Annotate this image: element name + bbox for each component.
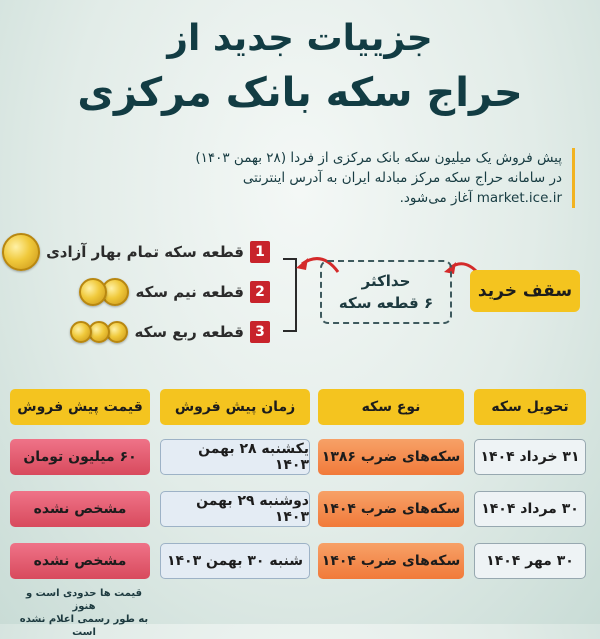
table-cell-presale-price: ۶۰ میلیون تومان	[10, 439, 150, 475]
table-cell-coin-type: سکه‌های ضرب ۱۴۰۴	[318, 491, 464, 527]
coin-label: قطعه ربع سکه	[134, 323, 244, 341]
intro-line-2: در سامانه حراج سکه مرکز مبادله ایران به آدرس اینترنتی	[242, 170, 562, 186]
max-quantity-line-2: ۶ قطعه سکه	[338, 294, 434, 312]
table-cell-delivery: ۳۰ مرداد ۱۴۰۴	[474, 491, 586, 527]
title-line-2: حراج سکه بانک مرکزی	[77, 70, 523, 116]
footnote	[14, 587, 154, 639]
header-coin-type: نوع سکه	[318, 389, 464, 425]
intro-line-3: market.ice.ir آغاز می‌شود.	[399, 190, 562, 206]
coin-number-badge: 1	[250, 241, 270, 263]
half-coin-icon	[79, 278, 129, 306]
intro-line-1: پیش فروش یک میلیون سکه بانک مرکزی از فردا (۲۸ بهمن ۱۴۰۳)	[195, 150, 562, 166]
coin-label: قطعه نیم سکه	[135, 283, 244, 301]
table-cell-delivery: ۳۰ مهر ۱۴۰۴	[474, 543, 586, 579]
max-quantity-line-1: حداکثر	[361, 272, 411, 290]
coin-label: قطعه سکه تمام بهار آزادی	[46, 243, 244, 261]
coin-item-quarter	[70, 315, 270, 349]
header-delivery: تحویل سکه	[474, 389, 586, 425]
table-cell-coin-type: سکه‌های ضرب ۱۴۰۴	[318, 543, 464, 579]
title-line-1: جزییات جدید از	[167, 18, 433, 59]
quarter-coin-icon	[70, 321, 128, 343]
intro-paragraph	[70, 148, 575, 208]
coin-item-full	[2, 235, 270, 269]
table-cell-presale-price: مشخص نشده	[10, 543, 150, 579]
footnote-line-2: به طور رسمی اعلام نشده است	[19, 614, 149, 638]
table-cell-presale-time: دوشنبه ۲۹ بهمن ۱۴۰۳	[160, 491, 310, 527]
coin-number-badge: 3	[250, 321, 270, 343]
table-cell-presale-time: شنبه ۳۰ بهمن ۱۴۰۳	[160, 543, 310, 579]
full-coin-icon	[2, 233, 40, 271]
table-cell-presale-price: مشخص نشده	[10, 491, 150, 527]
coin-number-badge: 2	[250, 281, 270, 303]
purchase-cap-label: سقف خرید	[470, 270, 580, 312]
table-cell-coin-type: سکه‌های ضرب ۱۳۸۶	[318, 439, 464, 475]
footnote-line-1: قیمت ها حدودی است و هنوز	[25, 588, 143, 612]
header-presale-time: زمان پیش فروش	[160, 389, 310, 425]
table-cell-delivery: ۳۱ خرداد ۱۴۰۴	[474, 439, 586, 475]
max-quantity-box	[320, 260, 452, 324]
header-presale-price: قیمت پیش فروش	[10, 389, 150, 425]
table-cell-presale-time: یکشنبه ۲۸ بهمن ۱۴۰۳	[160, 439, 310, 475]
coin-item-half	[79, 275, 270, 309]
